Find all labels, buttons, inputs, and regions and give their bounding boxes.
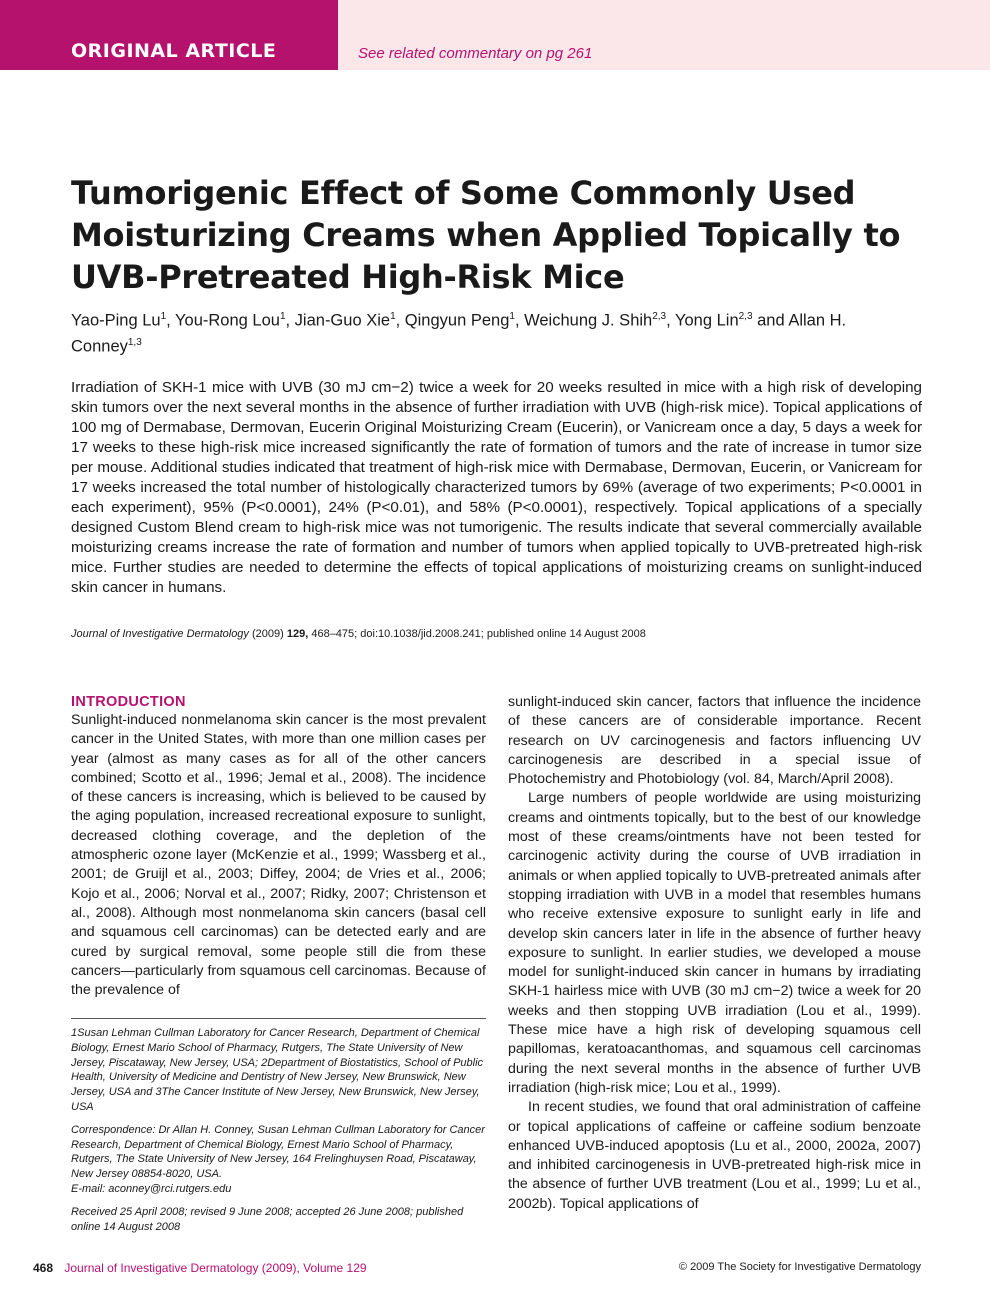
- author-name: You-Rong Lou: [175, 311, 280, 330]
- author-affiliation-marker: 1: [279, 311, 286, 322]
- footnote-divider: [71, 1018, 486, 1019]
- page-number: 468: [33, 1261, 54, 1275]
- footer-copyright: © 2009 The Society for Investigative Dermatology: [678, 1261, 921, 1273]
- footnotes: [71, 1026, 486, 1242]
- citation-journal: Journal of Investigative Dermatology: [71, 628, 249, 640]
- affiliation-footnote: 1Susan Lehman Cullman Laboratory for Cancer Research, Department of Chemical Biology, Ernest Mario School of Pharmacy, Rutgers, The State University of New Jersey, Piscataway, New Jersey, USA; 2Department of Biostatistics, School of Public Health, University of Medicine and Dentistry of New Jersey, New Brunswick, New Jersey, USA and 3The Cancer Institute of New Jersey, New Brunswick, New Jersey, USA: [71, 1027, 484, 1113]
- author-name: Jian-Guo Xie: [294, 311, 391, 330]
- section-label: ORIGINAL ARTICLE: [71, 40, 277, 62]
- author-affiliation-marker: 2,3: [738, 311, 753, 322]
- citation-volume: 129,: [286, 628, 309, 640]
- citation-year: (2009): [248, 628, 287, 640]
- received-footnote: Received 25 April 2008; revised 9 June 2008; accepted 26 June 2008; published online 14 August 2008: [71, 1205, 464, 1233]
- author-affiliation-marker: 1: [160, 311, 167, 322]
- body-paragraph-3: In recent studies, we found that oral administration of caffeine or topical applications of caffeine or caffeine sodium benzoate enhanced UVB-induced apoptosis (Lu et al., 2000, 2002a, 2007) and inhibited carcinogenesis in UVB-pretreated high-risk mice in the absence of further UVB treatment (Lou et al., 1999; Lu et al., 2002b). Topical applications of: [508, 1099, 921, 1212]
- author-affiliation-marker: 2,3: [652, 311, 667, 322]
- citation-rest: 468–475; doi:10.1038/jid.2008.241; published online 14 August 2008: [308, 628, 646, 640]
- author-affiliation-marker: 1: [509, 311, 515, 322]
- correspondence-footnote: Correspondence: Dr Allan H. Conney, Susan Lehman Cullman Laboratory for Cancer Research, Department of Chemical Biology, Ernest Mario School of Pharmacy, Rutgers, The State University of New Jersey, 164 Frelinghuysen Road, Piscataway, New Jersey 08854-8020, USA.: [71, 1123, 485, 1181]
- article-title: Tumorigenic Effect of Some Commonly Used Moisturizing Creams when Applied Topically to UVB-Pretreated High-Risk Mice: [71, 174, 901, 296]
- author-name: Allan H. Conney: [71, 311, 847, 355]
- right-column: [508, 693, 921, 1214]
- author-name: Qingyun Peng: [404, 311, 510, 330]
- intro-paragraph: Sunlight-induced nonmelanoma skin cancer is the most prevalent cancer in the United States, with more than one million cases per year (almost as many cases as for all of the other cancers combined; Scotto et al., 1996; Jemal et al., 2008). The incidence of these cancers is increasing, which is believed to be caused by the aging population, increased recreational exposure to sunlight, decreased clothing coverage, and the depletion of the atmospheric ozone layer (McKenzie et al., 1999; Wassberg et al., 2001; de Gruijl et al., 2003; Diffey, 2004; de Vries et al., 2006; Kojo et al., 2006; Norval et al., 2007; Ridky, 2007; Christenson et al., 2008). Although most nonmelanoma skin cancers (basal cell and squamous cell carcinomas) can be detected early and are cured by surgical removal, some people still die from these cancers—particularly from squamous cell carcinomas. Because of the prevalence of: [71, 712, 486, 999]
- left-column: [71, 693, 486, 1000]
- author-name: Yao-Ping Lu: [71, 311, 161, 330]
- related-commentary-link[interactable]: See related commentary on pg 261: [358, 45, 593, 62]
- author-affiliation-marker: 1: [390, 311, 396, 322]
- footer-journal-ref: Journal of Investigative Dermatology (2009), Volume 129: [64, 1261, 367, 1275]
- email-footnote[interactable]: E-mail: aconney@rci.rutgers.edu: [71, 1182, 232, 1195]
- citation-line: [71, 627, 922, 641]
- commentary-block: [338, 0, 990, 70]
- body-paragraph-1: sunlight-induced skin cancer, factors that influence the incidence of these cancers are of considerable importance. Recent research on UV carcinogenesis and factors influencing UV carcinogenesis are described in a special issue of Photochemistry and Photobiology (vol. 84, March/April 2008).: [508, 694, 921, 788]
- author-name: Weichung J. Shih: [524, 311, 653, 330]
- author-name: Yong Lin: [675, 311, 739, 330]
- author-affiliation-marker: 1,3: [127, 336, 142, 348]
- author-list: Yao-Ping Lu$^1$, You-Rong Lou$^1$, Jian-Guo Xie$^1$, Qingyun Peng$^1$, Weichung J. Shih$^{2,3}$, Yong Lin$^{2,3}$ and Allan H. Conney$^{1,3}$: [71, 311, 847, 355]
- body-paragraph-2: Large numbers of people worldwide are using moisturizing creams and ointments topically, but to the best of our knowledge most of these creams/ointments have not been tested for carcinogenic activity during the course of UVB irradiation in animals or when applied topically to UVB-pretreated animals after stopping irradiation with UVB in a model that resembles humans who receive extensive exposure to sunlight early in life and develop skin cancers later in life in the absence of further heavy exposure to sunlight. In earlier studies, we developed a mouse model for sunlight-induced skin cancer in humans by irradiating SKH-1 hairless mice with UVB (30 mJ cm−2) twice a week for 20 weeks and then stopping UVB irradiation (Lou et al., 1999). These mice have a high risk of developing squamous cell papillomas, keratoacanthomas, and squamous cell carcinomas during the next several months in the absence of further UVB irradiation (high-risk mice; Lou et al., 1999).: [508, 790, 921, 1096]
- section-label-block: [0, 0, 338, 70]
- section-heading-introduction: INTRODUCTION: [71, 694, 186, 710]
- header-band: [0, 0, 990, 70]
- footer-left: [33, 1261, 367, 1275]
- abstract: Irradiation of SKH-1 mice with UVB (30 mJ cm−2) twice a week for 20 weeks resulted in mice with a high risk of developing skin tumors over the next several months in the absence of further irradiation with UVB (high-risk mice). Topical applications of 100 mg of Dermabase, Dermovan, Eucerin Original Moisturizing Cream (Eucerin), or Vanicream once a day, 5 days a week for 17 weeks to these high-risk mice increased significantly the rate of formation of tumors and the rate of increase in tumor size per mouse. Additional studies indicated that treatment of high-risk mice with Dermabase, Dermovan, Eucerin, or Vanicream for 17 weeks increased the total number of histologically characterized tumors by 69% (average of two experiments; P<0.0001 in each experiment), 95% (P<0.0001), 24% (P<0.01), and 58% (P<0.0001), respectively. Topical applications of a specially designed Custom Blend cream to high-risk mice was not tumorigenic. The results indicate that several commercially available moisturizing creams increase the rate of formation and number of tumors when applied topically to UVB-pretreated high-risk mice. Further studies are needed to determine the effects of topical applications of moisturizing creams on sunlight-induced skin cancer in humans.: [71, 379, 922, 596]
